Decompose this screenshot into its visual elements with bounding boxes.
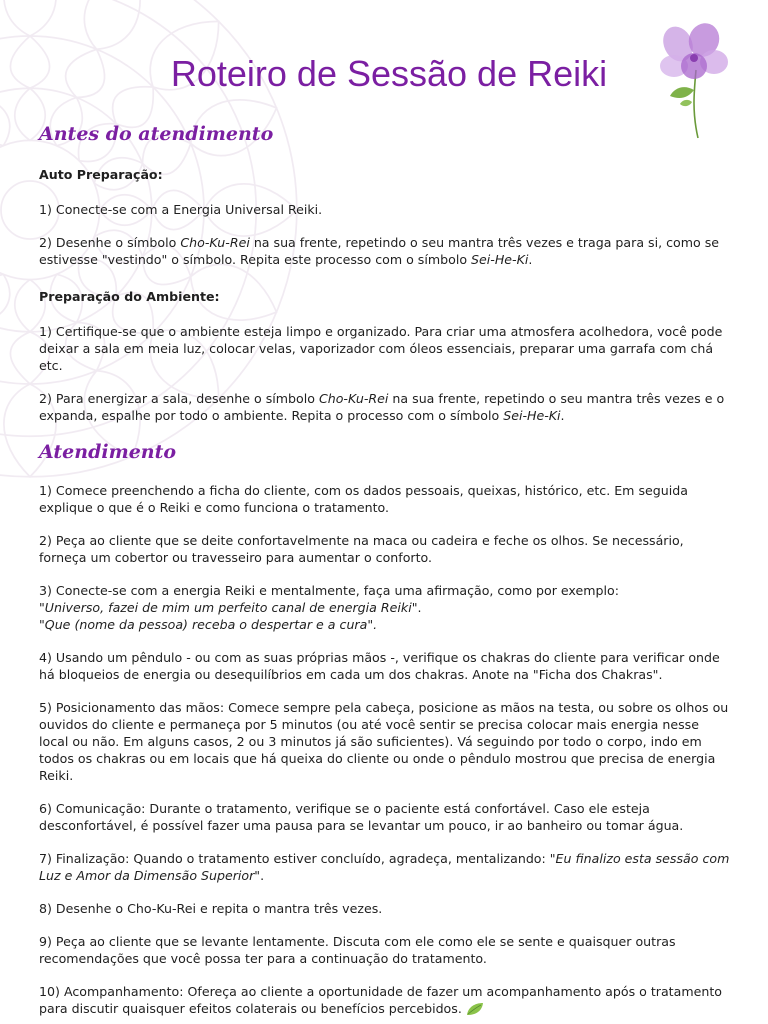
document-page — [39, 52, 731, 1020]
text-run: . — [560, 408, 565, 423]
text-run: 3) Conecte-se com a energia Reiki e mentalmente, faça uma afirmação, como por exemplo: — [39, 583, 619, 598]
text-run: na sua frente, repetindo o seu mantra três vezes e o expanda, espalhe por todo o ambiente. Repita o processo com o símbolo — [39, 391, 725, 423]
green-leaf-icon — [466, 1002, 484, 1020]
symbol-name: Sei-He-Ki — [503, 408, 561, 423]
env-prep-label: Preparação do Ambiente: — [39, 289, 220, 304]
self-prep-step-2 — [39, 234, 731, 268]
session-step-3 — [39, 582, 731, 633]
session-step-2: 2) Peça ao cliente que se deite confortavelmente na maca ou cadeira e feche os olhos. Se necessário, forneça um cobertor ou travesseiro para aumentar o conforto. — [39, 533, 684, 565]
text-run: na sua frente, repetindo o seu mantra três vezes e traga para si, como se estivesse "vestindo" o símbolo. Repita este processo com o símbolo — [39, 235, 720, 267]
symbol-name: Cho-Ku-Rei — [318, 391, 389, 406]
closing-affirmation: "Eu finalizo esta sessão com Luz e Amor da Dimensão Superior" — [39, 851, 730, 883]
text-run: ". — [411, 600, 422, 615]
symbol-name: Sei-He-Ki — [471, 252, 529, 267]
env-prep-step-2 — [39, 390, 731, 424]
page-title: Roteiro de Sessão de Reiki — [170, 53, 608, 94]
session-step-8: 8) Desenhe o Cho-Ku-Rei e repita o mantra três vezes. — [39, 901, 383, 916]
section-title-session: Atendimento — [39, 441, 177, 463]
affirmation-2: "Que (nome da pessoa) receba o despertar e a cura". — [39, 617, 378, 632]
self-prep-step-1: 1) Conecte-se com a Energia Universal Reiki. — [39, 202, 323, 217]
session-step-10 — [39, 983, 731, 1020]
env-prep-step-1: 1) Certifique-se que o ambiente esteja limpo e organizado. Para criar uma atmosfera acolhedora, você pode deixar a sala em meia luz, colocar velas, vaporizador com óleos essenciais, preparar uma garrafa com chá etc. — [39, 324, 723, 373]
session-step-9: 9) Peça ao cliente que se levante lentamente. Discuta com ele como ele se sente e quaisquer outras recomendações que você possa ter para a continuação do tratamento. — [39, 934, 676, 966]
text-run: . — [528, 252, 533, 267]
self-prep-label: Auto Preparação: — [39, 167, 163, 182]
affirmation-1: Universo, fazei de mim um perfeito canal de energia Reiki — [44, 600, 412, 615]
text-run: 2) Para energizar a sala, desenhe o símbolo — [39, 391, 319, 406]
session-step-7 — [39, 850, 731, 884]
text-run: 2) Desenhe o símbolo — [39, 235, 181, 250]
text-run: 10) Acompanhamento: Ofereça ao cliente a oportunidade de fazer um acompanhamento após o tratamento para discutir quaisquer efeitos colaterais ou benefícios percebidos. — [39, 984, 722, 1016]
session-step-6: 6) Comunicação: Durante o tratamento, verifique se o paciente está confortável. Caso ele esteja desconfortável, é possível fazer uma pausa para se levantar um pouco, ir ao banheiro ou tomar água. — [39, 801, 684, 833]
symbol-name: Cho-Ku-Rei — [180, 235, 250, 250]
text-run: . — [260, 868, 265, 883]
session-step-5: 5) Posicionamento das mãos: Comece sempre pela cabeça, posicione as mãos na testa, ou sobre os olhos ou ouvidos do cliente e permaneça por 5 minutos (ou até você sentir se precisa colocar mais energia nesse local ou não. Em alguns casos, 2 ou 3 minutos já são suficientes). Vá seguindo por todo o corpo, indo em todos os chakras ou em locais que há queixa do cliente ou onde o pêndulo mostrou que precisa de energia Reiki. — [39, 700, 729, 783]
text-run: 7) Finalização: Quando o tratamento estiver concluído, agradeça, mentalizando: — [39, 851, 550, 866]
text-run: " — [39, 600, 45, 615]
session-step-4: 4) Usando um pêndulo - ou com as suas próprias mãos -, verifique os chakras do cliente para verificar onde há bloqueios de energia ou desequilíbrios em cada um dos chakras. Anote na "Ficha dos Chakras". — [39, 650, 720, 682]
section-title-before: Antes do atendimento — [39, 123, 274, 145]
session-step-1: 1) Comece preenchendo a ficha do cliente, com os dados pessoais, queixas, histórico, etc. Em seguida explique o que é o Reiki e como funciona o tratamento. — [39, 483, 688, 515]
